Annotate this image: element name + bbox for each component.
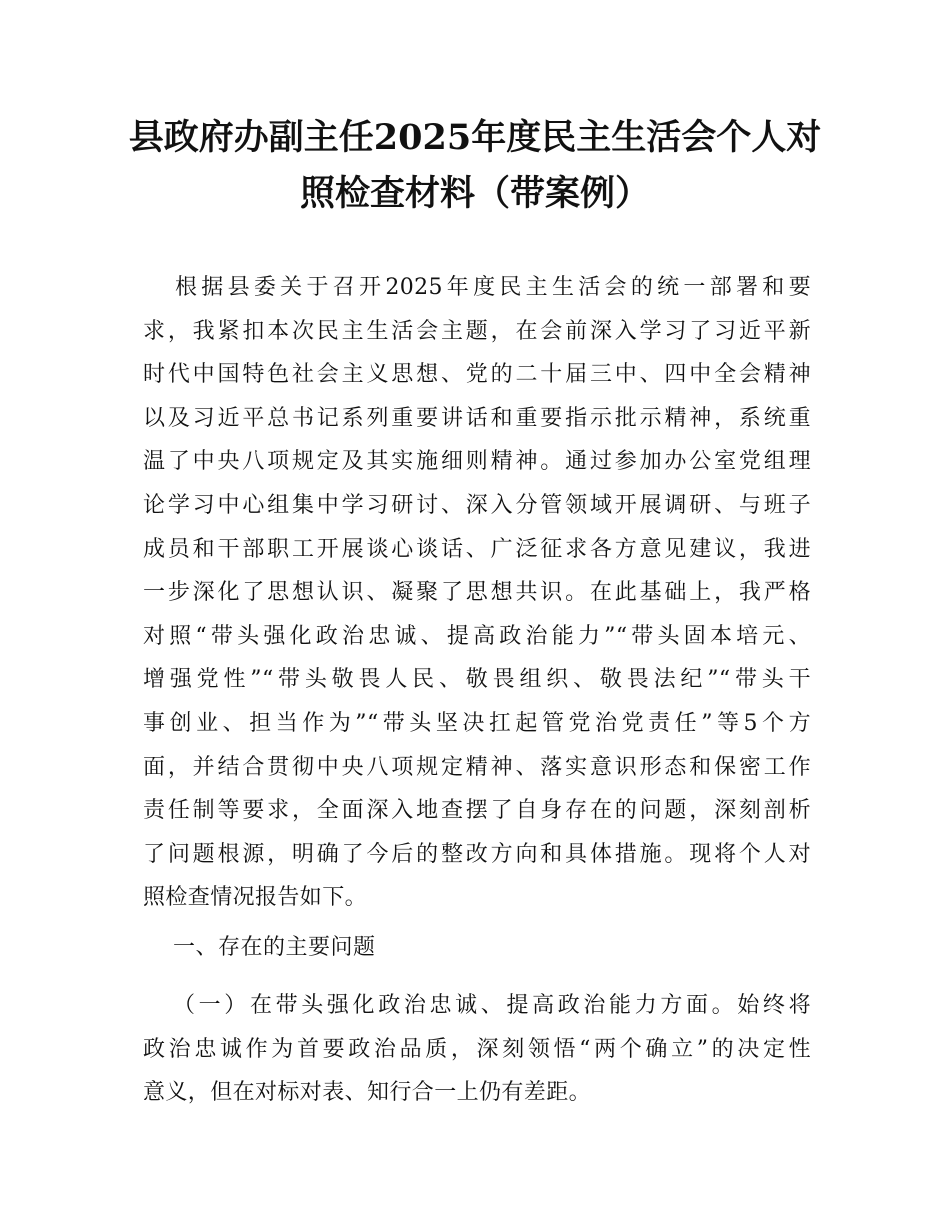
intro-line: 时代中国特色社会主义思想、党的二十届三中、四中全会精神 — [143, 362, 811, 388]
intro-line: 面，并结合贯彻中央八项规定精神、落实意识形态和保密工作 — [143, 754, 811, 780]
title-line-2: 照检查材料（带案例） — [299, 173, 650, 214]
intro-line: 论学习中心组集中学习研讨、深入分管领域开展调研、与班子 — [143, 492, 811, 518]
intro-line: 对照“带头强化政治忠诚、提高政治能力”“带头固本培元、 — [143, 623, 811, 649]
title-line-1: 县政府办副主任2025年度民主生活会个人对 — [128, 117, 822, 158]
intro-line: 以及习近平总书记系列重要讲话和重要指示批示精神，系统重 — [143, 405, 811, 431]
intro-line: 温了中央八项规定及其实施细则精神。通过参加办公室党组理 — [143, 449, 811, 475]
sub-line: 意义，但在对标对表、知行合一上仍有差距。 — [143, 1080, 592, 1106]
intro-line: 成员和干部职工开展谈心谈话、广泛征求各方意见建议，我进 — [143, 536, 811, 562]
sub-line: （一）在带头强化政治忠诚、提高政治能力方面。始终将 — [173, 993, 811, 1018]
intro-line: 一步深化了思想认识、凝聚了思想共识。在此基础上，我严格 — [143, 580, 811, 606]
intro-line: 根据县委关于召开2025年度民主生活会的统一部署和要 — [175, 275, 811, 300]
document-title — [120, 110, 830, 222]
intro-paragraph — [143, 266, 811, 920]
sub-line: 政治忠诚作为首要政治品质，深刻领悟“两个确立”的决定性 — [143, 1036, 811, 1062]
intro-line: 增强党性”“带头敬畏人民、敬畏组织、敬畏法纪”“带头干 — [143, 667, 811, 693]
intro-line: 责任制等要求，全面深入地查摆了自身存在的问题，深刻剖析 — [143, 798, 811, 824]
sub-paragraph — [143, 984, 811, 1115]
intro-line: 了问题根源，明确了今后的整改方向和具体措施。现将个人对 — [143, 841, 811, 867]
section-heading: 一、存在的主要问题 — [173, 935, 376, 960]
intro-line: 照检查情况报告如下。 — [143, 885, 368, 911]
intro-line: 求，我紧扣本次民主生活会主题，在会前深入学习了习近平新 — [143, 318, 811, 344]
intro-line: 事创业、担当作为”“带头坚决扛起管党治党责任”等5个方 — [143, 710, 811, 736]
